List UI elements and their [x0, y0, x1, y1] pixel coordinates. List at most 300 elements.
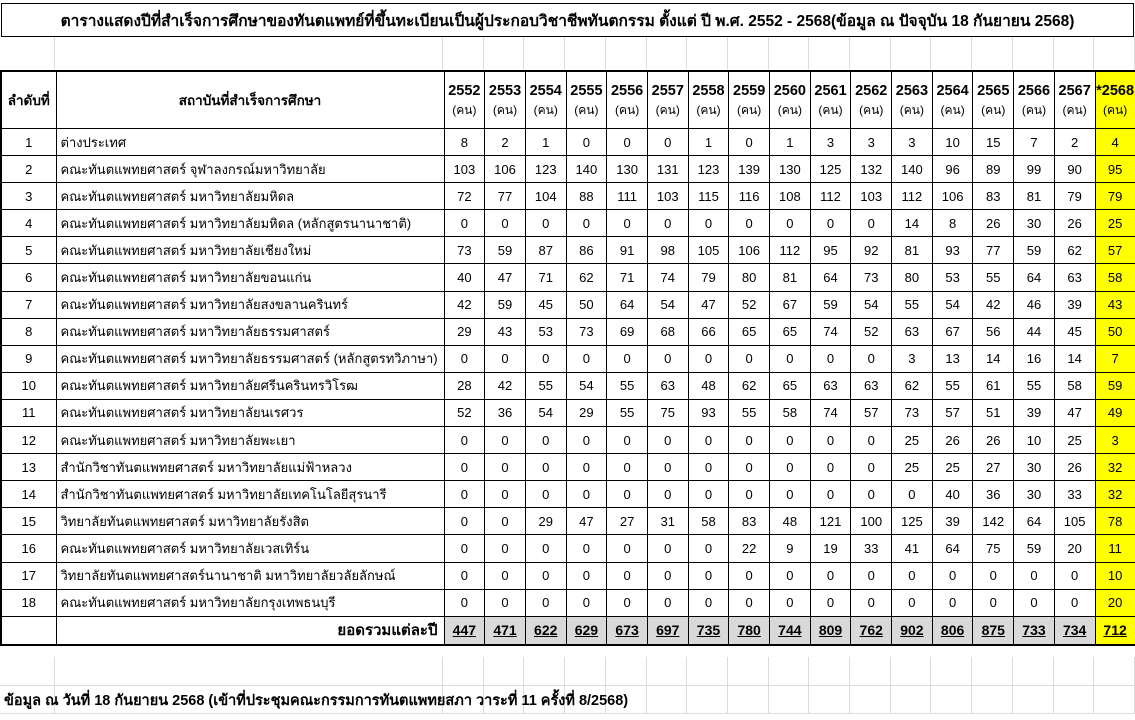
value-cell: 14	[973, 345, 1014, 372]
value-cell: 130	[607, 156, 648, 183]
value-cell: 20	[1095, 589, 1135, 616]
value-cell: 51	[973, 399, 1014, 426]
value-cell: 63	[647, 372, 688, 399]
value-cell: 123	[688, 156, 729, 183]
value-cell: 0	[729, 589, 770, 616]
year-label: 2561	[814, 82, 847, 99]
value-cell: 0	[729, 454, 770, 481]
value-cell: 55	[1014, 372, 1055, 399]
value-cell: 19	[810, 535, 851, 562]
institution-cell: สำนักวิชาทันตแพทยศาสตร์ มหาวิทยาลัยแม่ฟ้าหลวง	[56, 454, 444, 481]
value-cell: 40	[932, 481, 973, 508]
value-cell: 0	[729, 481, 770, 508]
value-cell: 0	[810, 210, 851, 237]
institution-cell: วิทยาลัยทันตแพทยศาสตร์ มหาวิทยาลัยรังสิต	[56, 508, 444, 535]
header-year-2557	[647, 71, 688, 129]
value-cell: 73	[444, 237, 485, 264]
row-number-cell: 9	[1, 345, 56, 372]
value-cell: 75	[973, 535, 1014, 562]
total-cell: 733	[1014, 616, 1055, 645]
value-cell: 140	[892, 156, 933, 183]
value-cell: 103	[851, 183, 892, 210]
value-cell: 0	[525, 535, 566, 562]
value-cell: 45	[525, 291, 566, 318]
table-body	[1, 129, 1135, 645]
year-label: 2559	[733, 82, 766, 99]
grid-cell	[606, 37, 647, 70]
value-cell: 52	[851, 318, 892, 345]
value-cell: 25	[932, 454, 973, 481]
value-cell: 47	[566, 508, 607, 535]
header-year-2555	[566, 71, 607, 129]
row-number-cell: 8	[1, 318, 56, 345]
row-number-cell: 12	[1, 427, 56, 454]
value-cell: 15	[973, 129, 1014, 156]
value-cell: 54	[932, 291, 973, 318]
value-cell: 0	[525, 562, 566, 589]
unit-label: (คน)	[899, 103, 925, 118]
value-cell: 0	[810, 454, 851, 481]
value-cell: 56	[973, 318, 1014, 345]
value-cell: 3	[851, 129, 892, 156]
value-cell: 0	[485, 345, 526, 372]
value-cell: 0	[444, 454, 485, 481]
value-cell: 0	[607, 535, 648, 562]
value-cell: 29	[566, 399, 607, 426]
value-cell: 39	[932, 508, 973, 535]
year-label: 2556	[610, 82, 644, 99]
value-cell: 0	[973, 562, 1014, 589]
value-cell: 0	[444, 427, 485, 454]
value-cell: 0	[485, 562, 526, 589]
total-cell: 735	[688, 616, 729, 645]
value-cell: 66	[688, 318, 729, 345]
value-cell: 74	[810, 399, 851, 426]
institution-cell: คณะทันตแพทยศาสตร์ มหาวิทยาลัยเชียงใหม่	[56, 237, 444, 264]
value-cell: 112	[892, 183, 933, 210]
value-cell: 59	[485, 237, 526, 264]
table-header	[1, 71, 1135, 129]
table-title: ตารางแสดงปีที่สำเร็จการศึกษาของทันตแพทย์ที่ขึ้นทะเบียนเป็นผู้ประกอบวิชาชีพทันตกรรม ตั้งแต่ ปี พ.ศ. 2552 - 2568(ข้อมูล ณ ปัจจุบัน 18 กันยายน 2568)	[1, 3, 1134, 37]
value-cell: 79	[1095, 183, 1135, 210]
header-index: ลำดับที่	[1, 71, 56, 129]
table-row	[1, 454, 1135, 481]
table-row	[1, 237, 1135, 264]
row-number-cell: 13	[1, 454, 56, 481]
grid-cell	[1013, 657, 1054, 685]
value-cell: 0	[607, 129, 648, 156]
grid-cell	[443, 37, 484, 70]
row-number-cell: 6	[1, 264, 56, 291]
table-row	[1, 427, 1135, 454]
grid-cell	[443, 657, 484, 685]
value-cell: 0	[444, 210, 485, 237]
grid-cell	[850, 657, 891, 685]
value-cell: 39	[1054, 291, 1095, 318]
year-label: 2558	[692, 82, 725, 99]
header-institution: สถาบันที่สำเร็จการศึกษา	[56, 71, 444, 129]
total-cell: 697	[647, 616, 688, 645]
year-label: 2567	[1058, 82, 1091, 99]
value-cell: 59	[485, 291, 526, 318]
grid-spacer-top	[0, 37, 1135, 70]
value-cell: 42	[973, 291, 1014, 318]
value-cell: 0	[607, 454, 648, 481]
value-cell: 0	[525, 454, 566, 481]
header-year-2552	[444, 71, 485, 129]
row-number-cell: 1	[1, 129, 56, 156]
value-cell: 83	[973, 183, 1014, 210]
value-cell: 26	[973, 427, 1014, 454]
header-year-2563	[892, 71, 933, 129]
value-cell: 112	[810, 183, 851, 210]
value-cell: 0	[688, 454, 729, 481]
value-cell: 0	[525, 210, 566, 237]
value-cell: 116	[729, 183, 770, 210]
value-cell: 104	[525, 183, 566, 210]
unit-label: (คน)	[614, 103, 640, 118]
value-cell: 0	[444, 345, 485, 372]
institution-cell: คณะทันตแพทยศาสตร์ มหาวิทยาลัยมหิดล	[56, 183, 444, 210]
value-cell: 62	[729, 372, 770, 399]
value-cell: 140	[566, 156, 607, 183]
header-year-2554	[525, 71, 566, 129]
value-cell: 0	[485, 535, 526, 562]
value-cell: 22	[729, 535, 770, 562]
value-cell: 0	[810, 345, 851, 372]
value-cell: 125	[892, 508, 933, 535]
grid-cell	[728, 37, 769, 70]
value-cell: 46	[1014, 291, 1055, 318]
value-cell: 1	[770, 129, 811, 156]
value-cell: 0	[1054, 589, 1095, 616]
unit-label: (คน)	[981, 103, 1006, 118]
value-cell: 0	[851, 562, 892, 589]
value-cell: 3	[892, 129, 933, 156]
unit-label: (คน)	[818, 103, 843, 118]
institution-cell: ต่างประเทศ	[56, 129, 444, 156]
value-cell: 9	[770, 535, 811, 562]
value-cell: 32	[1095, 481, 1135, 508]
value-cell: 16	[1014, 345, 1055, 372]
value-cell: 0	[688, 345, 729, 372]
year-label: 2562	[855, 82, 888, 99]
grid-cell	[728, 686, 769, 713]
value-cell: 28	[444, 372, 485, 399]
value-cell: 80	[892, 264, 933, 291]
table-row	[1, 372, 1135, 399]
value-cell: 131	[647, 156, 688, 183]
value-cell: 0	[566, 562, 607, 589]
value-cell: 0	[566, 345, 607, 372]
value-cell: 63	[892, 318, 933, 345]
value-cell: 7	[1014, 129, 1055, 156]
value-cell: 71	[525, 264, 566, 291]
value-cell: 79	[688, 264, 729, 291]
year-label: 2554	[529, 82, 562, 99]
value-cell: 0	[770, 562, 811, 589]
value-cell: 63	[810, 372, 851, 399]
value-cell: 48	[688, 372, 729, 399]
value-cell: 106	[729, 237, 770, 264]
grid-cell	[1094, 657, 1135, 685]
institution-cell: คณะทันตแพทยศาสตร์ มหาวิทยาลัยพะเยา	[56, 427, 444, 454]
value-cell: 36	[485, 399, 526, 426]
unit-label: (คน)	[777, 103, 802, 118]
value-cell: 64	[1014, 508, 1055, 535]
grid-cell	[972, 686, 1013, 713]
value-cell: 44	[1014, 318, 1055, 345]
value-cell: 48	[770, 508, 811, 535]
value-cell: 88	[566, 183, 607, 210]
value-cell: 125	[810, 156, 851, 183]
value-cell: 55	[525, 372, 566, 399]
grid-cell	[891, 686, 932, 713]
value-cell: 64	[1014, 264, 1055, 291]
header-year-2566	[1014, 71, 1055, 129]
value-cell: 29	[525, 508, 566, 535]
total-cell: 762	[851, 616, 892, 645]
value-cell: 30	[1014, 210, 1055, 237]
grid-cell	[1013, 686, 1054, 713]
grid-cell	[687, 686, 728, 713]
row-number-cell: 16	[1, 535, 56, 562]
value-cell: 0	[1014, 562, 1055, 589]
value-cell: 47	[688, 291, 729, 318]
value-cell: 14	[892, 210, 933, 237]
value-cell: 25	[1054, 427, 1095, 454]
value-cell: 14	[1054, 345, 1095, 372]
value-cell: 58	[1054, 372, 1095, 399]
value-cell: 64	[932, 535, 973, 562]
total-cell: 902	[892, 616, 933, 645]
grid-cell	[647, 657, 688, 685]
unit-label: (คน)	[533, 103, 558, 118]
value-cell: 108	[770, 183, 811, 210]
value-cell: 130	[770, 156, 811, 183]
grid-cell	[931, 657, 972, 685]
header-year-2553	[485, 71, 526, 129]
value-cell: 90	[1054, 156, 1095, 183]
row-number-cell: 11	[1, 399, 56, 426]
value-cell: 40	[444, 264, 485, 291]
value-cell: 69	[607, 318, 648, 345]
value-cell: 111	[607, 183, 648, 210]
value-cell: 0	[1054, 562, 1095, 589]
value-cell: 0	[607, 345, 648, 372]
year-label: 2564	[936, 82, 969, 99]
row-number-cell: 4	[1, 210, 56, 237]
value-cell: 26	[1054, 210, 1095, 237]
value-cell: 25	[892, 454, 933, 481]
grid-cell	[647, 686, 688, 713]
value-cell: 0	[770, 345, 811, 372]
value-cell: 0	[566, 129, 607, 156]
value-cell: 81	[892, 237, 933, 264]
value-cell: 0	[647, 454, 688, 481]
value-cell: 0	[688, 562, 729, 589]
grid-cell	[55, 37, 443, 70]
value-cell: 0	[485, 427, 526, 454]
total-cell: 622	[525, 616, 566, 645]
value-cell: 0	[688, 481, 729, 508]
value-cell: 54	[566, 372, 607, 399]
value-cell: 10	[1095, 562, 1135, 589]
value-cell: 57	[1095, 237, 1135, 264]
year-label: 2565	[977, 82, 1010, 99]
value-cell: 52	[444, 399, 485, 426]
totals-blank-cell	[1, 616, 56, 645]
value-cell: 58	[1095, 264, 1135, 291]
value-cell: 106	[485, 156, 526, 183]
value-cell: 43	[1095, 291, 1135, 318]
value-cell: 105	[1054, 508, 1095, 535]
value-cell: 0	[851, 589, 892, 616]
institution-cell: คณะทันตแพทยศาสตร์ มหาวิทยาลัยกรุงเทพธนบุรี	[56, 589, 444, 616]
value-cell: 0	[810, 427, 851, 454]
value-cell: 0	[688, 589, 729, 616]
table-row	[1, 318, 1135, 345]
value-cell: 0	[810, 589, 851, 616]
unit-label: (คน)	[1021, 103, 1047, 118]
value-cell: 1	[525, 129, 566, 156]
table-row	[1, 508, 1135, 535]
grid-cell	[565, 37, 606, 70]
value-cell: 0	[525, 481, 566, 508]
value-cell: 29	[444, 318, 485, 345]
value-cell: 0	[851, 345, 892, 372]
value-cell: 0	[729, 345, 770, 372]
row-number-cell: 7	[1, 291, 56, 318]
value-cell: 39	[1014, 399, 1055, 426]
value-cell: 77	[485, 183, 526, 210]
value-cell: 47	[1054, 399, 1095, 426]
grid-cell	[769, 686, 810, 713]
table-row	[1, 210, 1135, 237]
header-year-2561	[810, 71, 851, 129]
value-cell: 55	[729, 399, 770, 426]
total-cell: 734	[1054, 616, 1095, 645]
value-cell: 0	[647, 129, 688, 156]
total-cell: 673	[607, 616, 648, 645]
value-cell: 106	[932, 183, 973, 210]
year-label: 2566	[1017, 82, 1051, 99]
unit-label: (คน)	[452, 103, 477, 118]
header-year-2568	[1095, 71, 1135, 129]
value-cell: 2	[485, 129, 526, 156]
value-cell: 0	[770, 481, 811, 508]
value-cell: 63	[851, 372, 892, 399]
value-cell: 43	[485, 318, 526, 345]
value-cell: 0	[851, 481, 892, 508]
value-cell: 55	[932, 372, 973, 399]
value-cell: 0	[647, 345, 688, 372]
row-number-cell: 15	[1, 508, 56, 535]
value-cell: 41	[892, 535, 933, 562]
unit-label: (คน)	[655, 103, 680, 118]
value-cell: 96	[932, 156, 973, 183]
value-cell: 0	[892, 481, 933, 508]
totals-row	[1, 616, 1135, 645]
value-cell: 73	[892, 399, 933, 426]
value-cell: 0	[566, 210, 607, 237]
total-cell: 447	[444, 616, 485, 645]
value-cell: 32	[1095, 454, 1135, 481]
value-cell: 81	[770, 264, 811, 291]
institution-cell: คณะทันตแพทยศาสตร์ มหาวิทยาลัยธรรมศาสตร์	[56, 318, 444, 345]
grid-cell	[769, 657, 810, 685]
value-cell: 62	[566, 264, 607, 291]
value-cell: 65	[729, 318, 770, 345]
value-cell: 3	[810, 129, 851, 156]
grid-cell	[606, 657, 647, 685]
grid-cell	[809, 37, 850, 70]
header-year-2567	[1054, 71, 1095, 129]
institution-cell: วิทยาลัยทันตแพทยศาสตร์นานาชาติ มหาวิทยาลัยวลัยลักษณ์	[56, 562, 444, 589]
value-cell: 2	[1054, 129, 1095, 156]
value-cell: 58	[688, 508, 729, 535]
value-cell: 139	[729, 156, 770, 183]
value-cell: 0	[770, 589, 811, 616]
value-cell: 91	[607, 237, 648, 264]
header-year-2560	[770, 71, 811, 129]
value-cell: 68	[647, 318, 688, 345]
value-cell: 0	[566, 589, 607, 616]
grid-cell	[524, 37, 565, 70]
row-number-cell: 14	[1, 481, 56, 508]
year-label: *2568	[1096, 82, 1135, 99]
value-cell: 0	[770, 210, 811, 237]
value-cell: 121	[810, 508, 851, 535]
value-cell: 0	[607, 427, 648, 454]
value-cell: 0	[647, 589, 688, 616]
value-cell: 0	[485, 589, 526, 616]
institution-cell: คณะทันตแพทยศาสตร์ มหาวิทยาลัยมหิดล (หลักสูตรนานาชาติ)	[56, 210, 444, 237]
total-cell: 809	[810, 616, 851, 645]
value-cell: 0	[647, 427, 688, 454]
value-cell: 0	[607, 562, 648, 589]
value-cell: 0	[444, 481, 485, 508]
value-cell: 0	[810, 562, 851, 589]
value-cell: 26	[1054, 454, 1095, 481]
value-cell: 0	[647, 562, 688, 589]
unit-label: (คน)	[696, 103, 721, 118]
value-cell: 42	[444, 291, 485, 318]
table-row	[1, 345, 1135, 372]
value-cell: 25	[1095, 210, 1135, 237]
year-label: 2555	[570, 82, 603, 99]
value-cell: 30	[1014, 454, 1055, 481]
value-cell: 0	[647, 481, 688, 508]
value-cell: 0	[688, 535, 729, 562]
value-cell: 86	[566, 237, 607, 264]
table-row	[1, 291, 1135, 318]
value-cell: 33	[851, 535, 892, 562]
institution-cell: คณะทันตแพทยศาสตร์ จุฬาลงกรณ์มหาวิทยาลัย	[56, 156, 444, 183]
header-row	[1, 71, 1135, 129]
grid-cell	[850, 686, 891, 713]
value-cell: 26	[973, 210, 1014, 237]
grid-cell	[0, 657, 55, 685]
row-number-cell: 2	[1, 156, 56, 183]
institution-cell: สำนักวิชาทันตแพทยศาสตร์ มหาวิทยาลัยเทคโนโลยีสุรนารี	[56, 481, 444, 508]
value-cell: 0	[525, 427, 566, 454]
value-cell: 93	[932, 237, 973, 264]
header-year-2565	[973, 71, 1014, 129]
unit-label: (คน)	[492, 103, 518, 118]
institution-cell: คณะทันตแพทยศาสตร์ มหาวิทยาลัยนเรศวร	[56, 399, 444, 426]
grid-cell	[524, 657, 565, 685]
